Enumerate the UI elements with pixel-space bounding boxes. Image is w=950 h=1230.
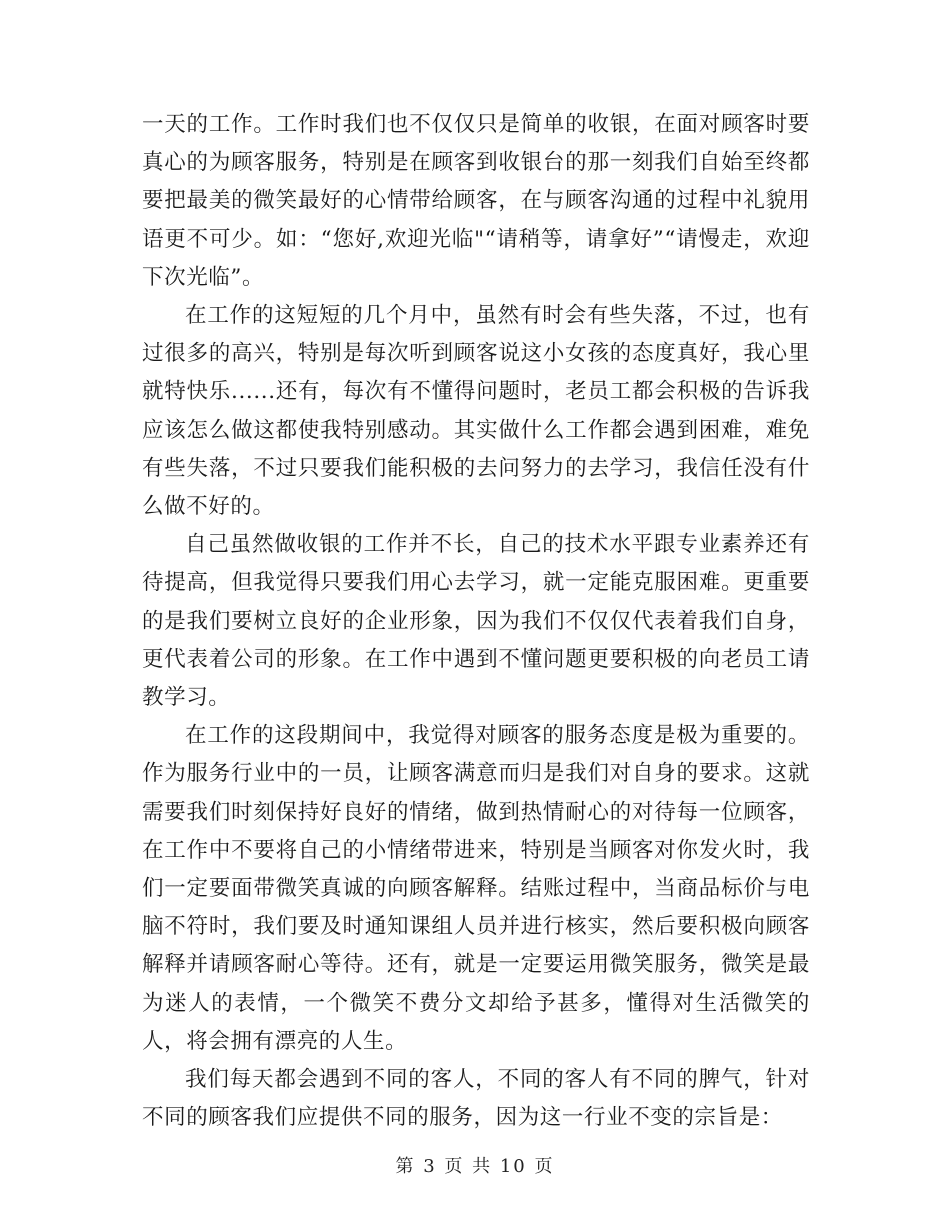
paragraph-3: 自己虽然做收银的工作并不长，自己的技术水平跟专业素养还有待提高，但我觉得只要我们用心去学习，就一定能克服困难。更重要的是我们要树立良好的企业形象，因为我们不仅仅代表着我们自身，更代表着公司的形象。在工作中遇到不懂问题更要积极的向老员工请教学习。 <box>142 532 810 711</box>
document-body <box>142 106 810 1137</box>
paragraph-5: 我们每天都会遇到不同的客人，不同的客人有不同的脾气，针对不同的顾客我们应提供不同的服务，因为这一行业不变的宗旨是： <box>142 1067 810 1131</box>
paragraph-2: 在工作的这短短的几个月中，虽然有时会有些失落，不过，也有过很多的高兴，特别是每次听到顾客说这小女孩的态度真好，我心里就特快乐......还有，每次有不懂得问题时，老员工都会积极的告诉我应该怎么做这都使我特别感动。其实做什么工作都会遇到困难，难免有些失落，不过只要我们能积极的去问努力的去学习，我信任没有什么做不好的。 <box>142 303 810 520</box>
paragraph-4: 在工作的这段期间中，我觉得对顾客的服务态度是极为重要的。作为服务行业中的一员，让顾客满意而归是我们对自身的要求。这就需要我们时刻保持好良好的情绪，做到热情耐心的对待每一位顾客，在工作中不要将自己的小情绪带进来，特别是当顾客对你发火时，我们一定要面带微笑真诚的向顾客解释。结账过程中，当商品标价与电脑不符时，我们要及时通知课组人员并进行核实，然后要积极向顾客解释并请顾客耐心等待。还有，就是一定要运用微笑服务，微笑是最为迷人的表情，一个微笑不费分文却给予甚多，懂得对生活微笑的人，将会拥有漂亮的人生。 <box>142 723 810 1054</box>
page-number-footer: 第 3 页 共 10 页 <box>395 1156 555 1177</box>
paragraph-1: 一天的工作。工作时我们也不仅仅只是简单的收银，在面对顾客时要真心的为顾客服务，特别是在顾客到收银台的那一刻我们自始至终都要把最美的微笑最好的心情带给顾客，在与顾客沟通的过程中礼貌用语更不可少。如：“您好,欢迎光临"“请稍等，请拿好”“请慢走，欢迎下次光临”。 <box>142 112 810 290</box>
